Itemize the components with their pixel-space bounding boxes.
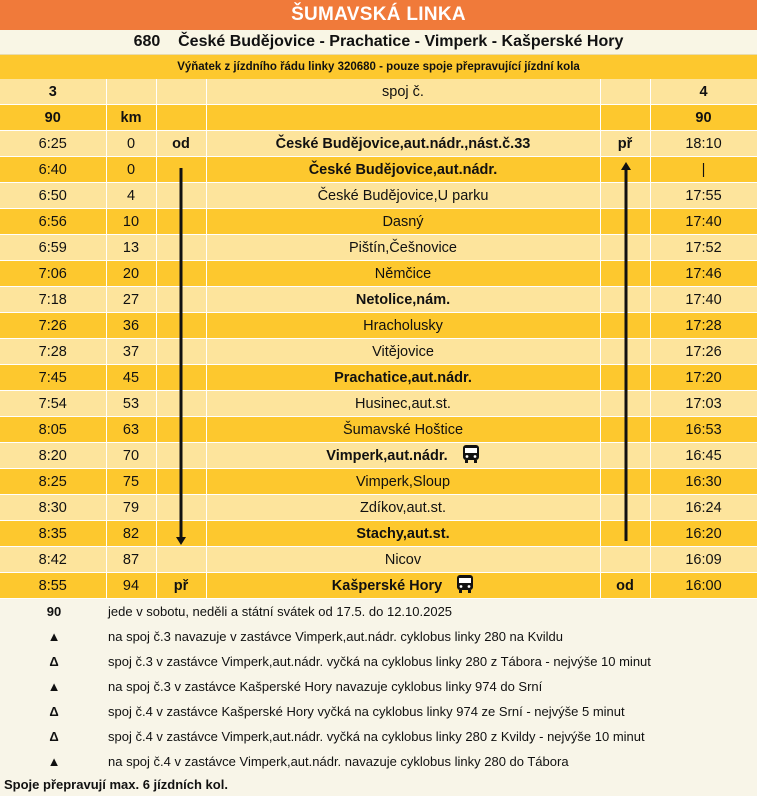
stop-label: Vimperk,aut.nádr. — [326, 447, 448, 464]
stop-name: Pištín,Češnovice — [206, 235, 600, 261]
time-trip3: 8:25 — [0, 469, 106, 495]
mark-right: od — [600, 573, 650, 599]
mark-right — [600, 521, 650, 547]
mark-right — [600, 235, 650, 261]
time-trip4: 17:55 — [650, 183, 757, 209]
time-trip4: | — [650, 157, 757, 183]
time-trip4: 16:24 — [650, 495, 757, 521]
time-trip4: 17:40 — [650, 209, 757, 235]
note-symbol: Δ — [49, 729, 59, 744]
note-item — [0, 649, 757, 674]
trip-label: spoj č. — [206, 79, 600, 105]
note-text: na spoj č.3 v zastávce Kašperské Hory navazuje cyklobus linky 974 do Srní — [108, 679, 543, 694]
mark-left — [156, 287, 206, 313]
timetable-row — [0, 261, 757, 287]
time-trip3: 8:30 — [0, 495, 106, 521]
stop-label: Kašperské Hory — [331, 577, 443, 594]
km: 4 — [106, 183, 156, 209]
mark-right — [600, 391, 650, 417]
trip-right: 4 — [650, 79, 757, 105]
mark-left — [156, 209, 206, 235]
timetable-row — [0, 365, 757, 391]
mark-right — [600, 261, 650, 287]
timetable-row — [0, 209, 757, 235]
stop-name: Vimperk,Sloup — [206, 469, 600, 495]
km: 37 — [106, 339, 156, 365]
mark-right — [600, 365, 650, 391]
mark-left — [156, 261, 206, 287]
time-trip4: 16:45 — [650, 443, 757, 469]
timetable-row — [0, 183, 757, 209]
note-item — [0, 624, 757, 649]
time-trip4: 16:53 — [650, 417, 757, 443]
route-header — [0, 30, 757, 55]
timetable-row — [0, 573, 757, 599]
mark-right — [600, 313, 650, 339]
mark-right — [600, 417, 650, 443]
km: 53 — [106, 391, 156, 417]
bus-icon — [462, 444, 480, 468]
stop-name: Šumavské Hoštice — [206, 417, 600, 443]
time-trip3: 8:20 — [0, 443, 106, 469]
time-trip3: 6:59 — [0, 235, 106, 261]
notes-section — [0, 599, 757, 774]
mark-right — [600, 209, 650, 235]
mark-left — [156, 365, 206, 391]
time-trip4: 16:30 — [650, 469, 757, 495]
note-symbol: ▲ — [47, 679, 61, 694]
note-left: 90 — [0, 105, 106, 131]
km: 0 — [106, 131, 156, 157]
note-symbol: Δ — [49, 704, 59, 719]
note-symbol: 90 — [46, 604, 62, 619]
time-trip4: 17:26 — [650, 339, 757, 365]
header-row-notes — [0, 105, 757, 131]
km: 63 — [106, 417, 156, 443]
stop-name: Prachatice,aut.nádr. — [206, 365, 600, 391]
trip-left: 3 — [0, 79, 106, 105]
timetable-row — [0, 313, 757, 339]
mark-right — [600, 183, 650, 209]
stop-name: České Budějovice,aut.nádr.,nást.č.33 — [206, 131, 600, 157]
time-trip3: 6:25 — [0, 131, 106, 157]
km: 10 — [106, 209, 156, 235]
time-trip3: 7:54 — [0, 391, 106, 417]
stop-name: Hracholusky — [206, 313, 600, 339]
time-trip3: 7:28 — [0, 339, 106, 365]
mark-left — [156, 391, 206, 417]
mark-right — [600, 547, 650, 573]
time-trip3: 8:35 — [0, 521, 106, 547]
note-item — [0, 749, 757, 774]
time-trip3: 6:40 — [0, 157, 106, 183]
timetable-row — [0, 131, 757, 157]
note-symbol: ▲ — [47, 629, 61, 644]
km: 27 — [106, 287, 156, 313]
mark-right — [600, 495, 650, 521]
timetable-row — [0, 339, 757, 365]
stop-name: Stachy,aut.st. — [206, 521, 600, 547]
stop-name — [206, 443, 600, 469]
timetable-row — [0, 495, 757, 521]
stop-name: Dasný — [206, 209, 600, 235]
mark-right: př — [600, 131, 650, 157]
note-text: spoj č.3 v zastávce Vimperk,aut.nádr. vyčká na cyklobus linky 280 z Tábora - nejvýše 10 minut — [108, 654, 651, 669]
note-right: 90 — [650, 105, 757, 131]
note-item — [0, 599, 757, 624]
stop-name: České Budějovice,U parku — [206, 183, 600, 209]
note-symbol: ▲ — [47, 754, 61, 769]
mark-left — [156, 417, 206, 443]
mark-left — [156, 547, 206, 573]
mark-left — [156, 313, 206, 339]
km: 45 — [106, 365, 156, 391]
timetable-row — [0, 443, 757, 469]
timetable — [0, 79, 757, 599]
km: 82 — [106, 521, 156, 547]
mark-left — [156, 339, 206, 365]
mark-left: př — [156, 573, 206, 599]
km: 13 — [106, 235, 156, 261]
page-title: ŠUMAVSKÁ LINKA — [0, 0, 757, 30]
note-item — [0, 699, 757, 724]
km: 79 — [106, 495, 156, 521]
time-trip4: 16:09 — [650, 547, 757, 573]
km: 87 — [106, 547, 156, 573]
time-trip3: 7:45 — [0, 365, 106, 391]
time-trip4: 16:00 — [650, 573, 757, 599]
stop-name: Husinec,aut.st. — [206, 391, 600, 417]
mark-left — [156, 157, 206, 183]
stop-name: Vitějovice — [206, 339, 600, 365]
timetable-row — [0, 521, 757, 547]
header-row-trip — [0, 79, 757, 105]
time-trip3: 8:42 — [0, 547, 106, 573]
time-trip4: 17:03 — [650, 391, 757, 417]
footer-note: Spoje přepravují max. 6 jízdních kol. — [0, 774, 757, 796]
km: 36 — [106, 313, 156, 339]
mark-left — [156, 469, 206, 495]
km: 75 — [106, 469, 156, 495]
timetable-row — [0, 469, 757, 495]
note-text: jede v sobotu, neděli a státní svátek od 17.5. do 12.10.2025 — [108, 604, 453, 619]
mark-left: od — [156, 131, 206, 157]
time-trip4: 17:28 — [650, 313, 757, 339]
mark-right — [600, 339, 650, 365]
stop-name: Němčice — [206, 261, 600, 287]
mark-right — [600, 443, 650, 469]
timetable-row — [0, 235, 757, 261]
time-trip3: 8:05 — [0, 417, 106, 443]
mark-left — [156, 183, 206, 209]
note-item — [0, 674, 757, 699]
time-trip4: 17:52 — [650, 235, 757, 261]
time-trip4: 17:40 — [650, 287, 757, 313]
time-trip4: 17:46 — [650, 261, 757, 287]
note-item — [0, 724, 757, 749]
note-text: spoj č.4 v zastávce Kašperské Hory vyčká na cyklobus linky 974 ze Srní - nejvýše 5 minut — [108, 704, 625, 719]
timetable-row — [0, 287, 757, 313]
time-trip3: 6:56 — [0, 209, 106, 235]
stop-name — [206, 573, 600, 599]
km: 94 — [106, 573, 156, 599]
timetable-row — [0, 547, 757, 573]
time-trip4: 16:20 — [650, 521, 757, 547]
km: 70 — [106, 443, 156, 469]
time-trip4: 18:10 — [650, 131, 757, 157]
stop-name: Nicov — [206, 547, 600, 573]
mark-right — [600, 287, 650, 313]
bus-icon — [456, 574, 474, 598]
mark-left — [156, 443, 206, 469]
stop-name: Netolice,nám. — [206, 287, 600, 313]
note-text: spoj č.4 v zastávce Vimperk,aut.nádr. vyčká na cyklobus linky 280 z Kvildy - nejvýše 10 minut — [108, 729, 645, 744]
mark-left — [156, 495, 206, 521]
km-label: km — [106, 105, 156, 131]
km: 0 — [106, 157, 156, 183]
subtitle: Výňatek z jízdního řádu linky 320680 - pouze spoje přepravující jízdní kola — [0, 55, 757, 79]
route-name: České Budějovice - Prachatice - Vimperk - Kašperské Hory — [178, 33, 624, 50]
timetable-row — [0, 157, 757, 183]
time-trip3: 7:26 — [0, 313, 106, 339]
mark-right — [600, 469, 650, 495]
note-text: na spoj č.4 v zastávce Vimperk,aut.nádr. navazuje cyklobus linky 280 do Tábora — [108, 754, 569, 769]
timetable-row — [0, 391, 757, 417]
stop-name: Zdíkov,aut.st. — [206, 495, 600, 521]
mark-left — [156, 235, 206, 261]
line-number: 680 — [133, 33, 161, 50]
stop-name: České Budějovice,aut.nádr. — [206, 157, 600, 183]
mark-left — [156, 521, 206, 547]
time-trip3: 6:50 — [0, 183, 106, 209]
note-symbol: Δ — [49, 654, 59, 669]
mark-right — [600, 157, 650, 183]
time-trip3: 8:55 — [0, 573, 106, 599]
time-trip4: 17:20 — [650, 365, 757, 391]
timetable-row — [0, 417, 757, 443]
note-text: na spoj č.3 navazuje v zastávce Vimperk,aut.nádr. cyklobus linky 280 na Kvildu — [108, 629, 564, 644]
time-trip3: 7:06 — [0, 261, 106, 287]
km: 20 — [106, 261, 156, 287]
time-trip3: 7:18 — [0, 287, 106, 313]
